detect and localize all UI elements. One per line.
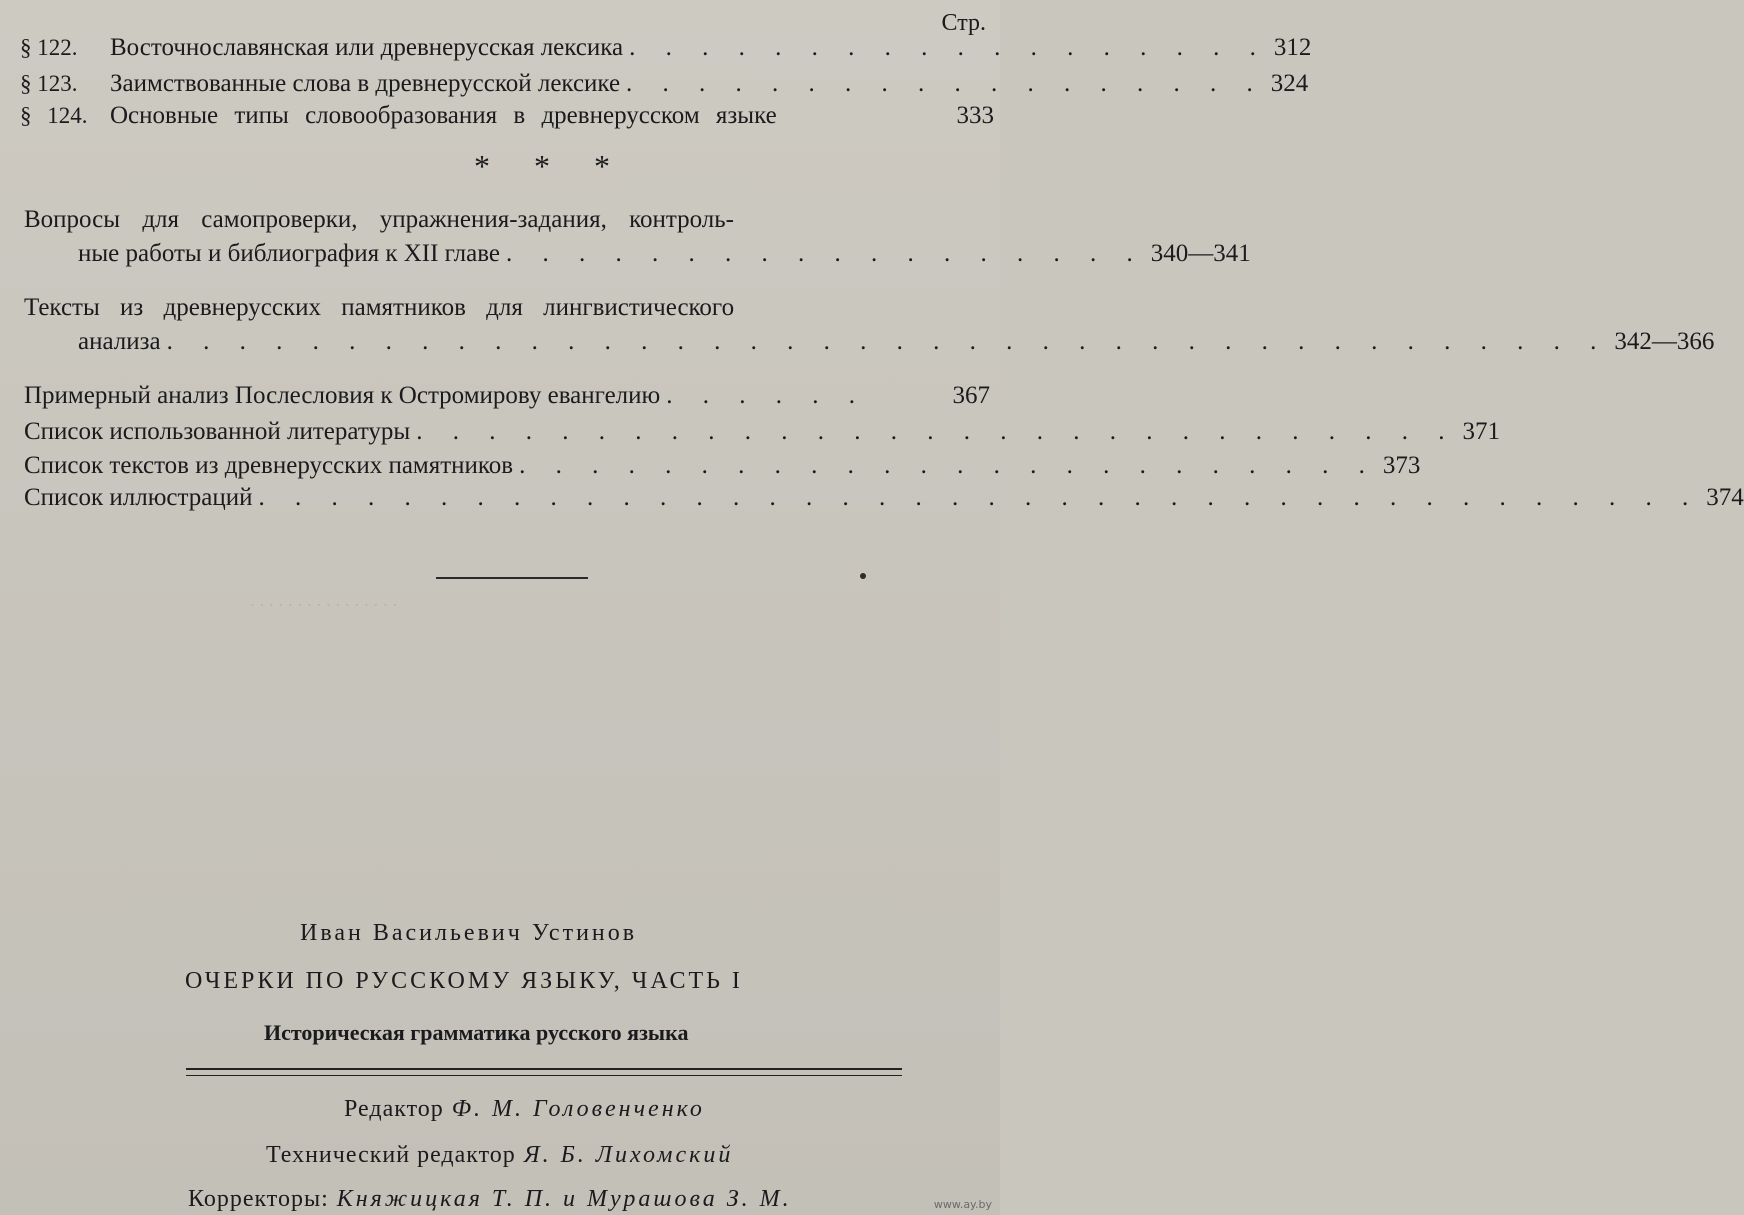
credit-editor (344, 1096, 705, 1123)
toc-entry-line1: Вопросы для самопроверки, упражнения-задания, контроль- (24, 206, 734, 233)
leader-dots: . . . . . . . . . . . . . . . . . . (626, 70, 1265, 97)
entry-title: Заимствованные слова в древнерусской лексике (110, 70, 621, 97)
page-number: 367 (952, 382, 990, 409)
credit-name: Ф. М. Головенченко (451, 1096, 705, 1122)
paper-spot (860, 573, 866, 579)
page-number: 373 (1382, 452, 1421, 479)
page-number: 312 (1273, 34, 1312, 61)
entry-title: ные работы и библиография к XII главе (78, 240, 500, 267)
leader-dots: . . . . . . . . . . . . . . . . . . . . . . . . (519, 452, 1377, 479)
toc-entry (24, 484, 1744, 512)
page-number: 340—341 (1150, 240, 1251, 267)
leader-dots: . . . . . . . . . . . . . . . . . . . . . . . . . . . . . . . . . . . . . . . . (166, 328, 1609, 355)
credit-tech-editor (266, 1142, 733, 1169)
page-number: 371 (1462, 418, 1500, 445)
toc-entry (24, 452, 1421, 480)
toc-entry-line1: Тексты из древнерусских памятников для лингвистического (24, 294, 735, 321)
section-number: § 122. (20, 35, 78, 60)
page-number: 333 (956, 102, 994, 129)
credit-role: Редактор (344, 1096, 444, 1122)
entry-title: Список текстов из древнерусских памятников (24, 452, 514, 479)
entry-title: Восточнославянская или древнерусская лексика (110, 34, 624, 61)
page-number: 342—366 (1614, 328, 1715, 355)
imprint-book-title: ОЧЕРКИ ПО РУССКОМУ ЯЗЫКУ, ЧАСТЬ I (185, 968, 743, 994)
credit-name: Княжицкая Т. П. и Мурашова З. М. (336, 1186, 792, 1212)
imprint-subtitle: Историческая грамматика русского языка (264, 1020, 689, 1045)
toc-entry (24, 418, 1500, 446)
short-divider (436, 577, 588, 579)
toc-entry (24, 382, 990, 410)
toc-entry (78, 328, 1715, 356)
page-column-header: Стр. (941, 10, 986, 36)
show-through-text: . . . . . . . . . . . . . . . . (250, 590, 398, 611)
credit-proofreaders (188, 1186, 792, 1213)
page-number: 374 (1706, 484, 1744, 511)
section-number: § 124. (20, 103, 88, 128)
separator-asterisks: * * * (474, 148, 628, 184)
imprint-author: Иван Васильевич Устинов (300, 920, 638, 946)
leader-dots: . . . . . . . . . . . . . . . . . . . . . . . . . . . . . . . . . . . . . . . . (258, 484, 1701, 511)
credit-name: Я. Б. Лихомский (523, 1142, 734, 1168)
entry-title: Список использованной литературы (24, 418, 411, 445)
entry-title: Список иллюстраций (24, 484, 253, 511)
entry-title: анализа (78, 328, 161, 355)
toc-entry (78, 240, 1251, 268)
toc-entry (20, 70, 1309, 98)
leader-dots: . . . . . . . . . . . . . . . . . . (629, 34, 1268, 61)
toc-entry (20, 102, 994, 130)
toc-entry (20, 34, 1312, 62)
leader-dots: . . . . . . . . . . . . . . . . . . . . . . . . . . . . . (416, 418, 1457, 445)
entry-title: Примерный анализ Послесловия к Остромирову евангелию (24, 382, 661, 409)
double-divider (186, 1068, 902, 1076)
section-number: § 123. (20, 71, 78, 96)
leader-dots: . . . . . . (666, 382, 867, 409)
entry-title: Основные типы словообразования в древнерусском языке (110, 102, 777, 129)
leader-dots: . . . . . . . . . . . . . . . . . . (506, 240, 1145, 267)
credit-role: Технический редактор (266, 1142, 516, 1168)
page-number: 324 (1270, 70, 1309, 97)
credit-role: Корректоры: (188, 1186, 329, 1212)
watermark: www.ay.by (933, 1198, 992, 1211)
